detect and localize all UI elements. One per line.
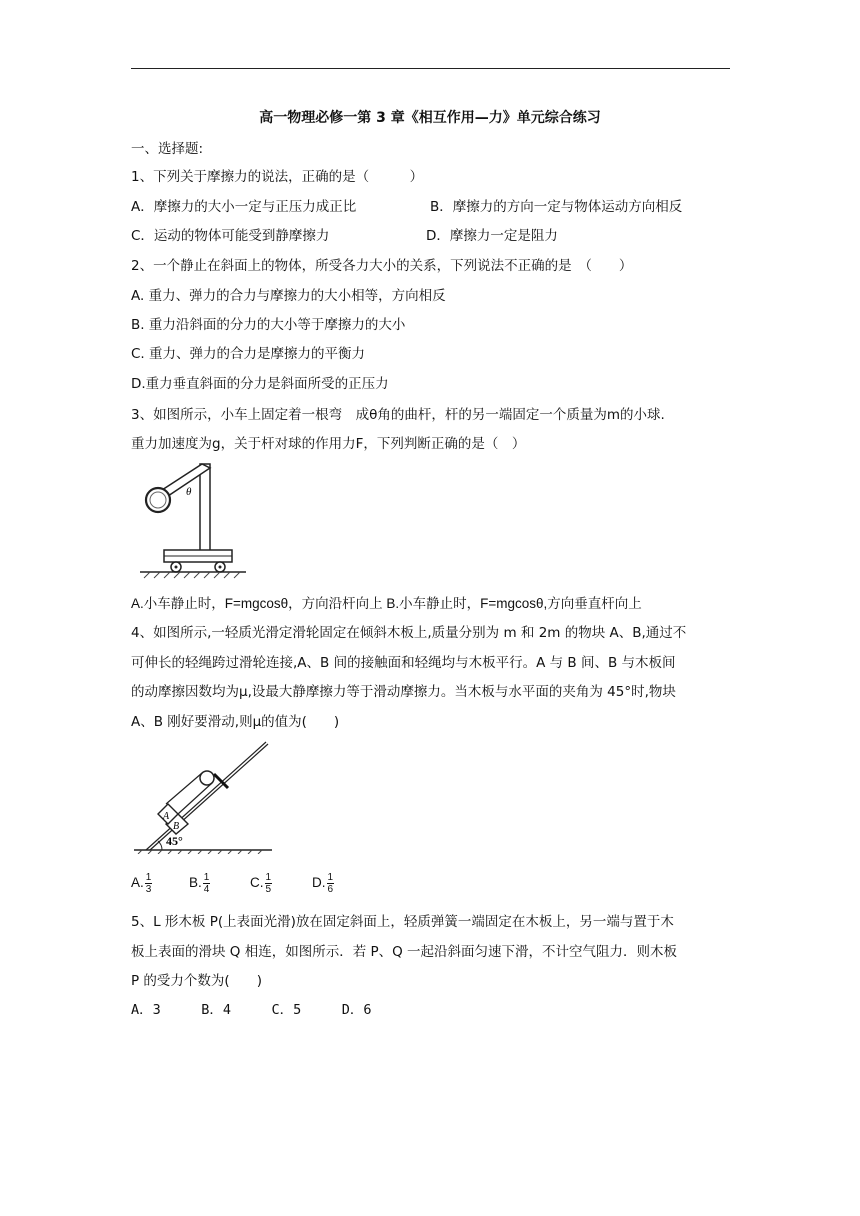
q4-option-b-label: B.	[189, 875, 202, 891]
q2-option-c: C. 重力、弹力的合力是摩擦力的平衡力	[131, 346, 366, 362]
fraction-denominator: 6	[327, 884, 334, 895]
section-heading: 一、选择题:	[131, 141, 204, 157]
q4-stem-line3: 的动摩擦因数均为μ,设最大静摩擦力等于滑动摩擦力。当木板与水平面的夹角为 45°时,物块	[131, 684, 676, 700]
fraction-numerator: 1	[327, 872, 334, 883]
q4-option-a-fraction	[145, 872, 153, 895]
q3-theta-label: θ	[186, 486, 192, 498]
q5-stem-line3: P 的受力个数为( )	[131, 973, 262, 989]
q3-stem-line1: 3、如图所示，小车上固定着一根弯 成θ角的曲杆，杆的另一端固定一个质量为m的小球.	[131, 407, 665, 423]
q4-option-d	[312, 872, 334, 895]
fraction-denominator: 5	[265, 884, 272, 895]
q3-cart-figure	[138, 458, 248, 580]
q1-stem: 1、下列关于摩擦力的说法，正确的是（ ）	[131, 169, 424, 185]
q4-option-a-label: A.	[131, 875, 144, 891]
q4-option-d-label: D.	[312, 875, 326, 891]
q4-angle-label: 45°	[166, 834, 183, 848]
q2-option-a: A. 重力、弹力的合力与摩擦力的大小相等，方向相反	[131, 288, 446, 304]
fraction-numerator: 1	[145, 872, 152, 883]
q1-option-d: D．摩擦力一定是阻力	[426, 228, 558, 244]
page-title: 高一物理必修一第 3 章《相互作用—力》单元综合练习	[259, 110, 601, 126]
q1-option-a: A．摩擦力的大小一定与正压力成正比	[131, 199, 357, 215]
q4-stem-line4: A、B 刚好要滑动,则μ的值为( )	[131, 714, 340, 730]
q5-stem-line1: 5、L 形木板 P(上表面光滑)放在固定斜面上，轻质弹簧一端固定在木板上，另一端与置于木	[131, 914, 674, 930]
q4-stem-line2: 可伸长的轻绳跨过滑轮连接,A、B 间的接触面和轻绳均与木板平行。A 与 B 间、B 与木板间	[131, 655, 676, 671]
q1-option-b: B．摩擦力的方向一定与物体运动方向相反	[430, 199, 683, 215]
q4-block-a-label: A	[163, 811, 170, 822]
q4-option-c-label: C.	[250, 875, 264, 891]
q4-option-b-fraction	[203, 872, 211, 895]
fraction-numerator: 1	[265, 872, 272, 883]
q5-options: A．3 B．4 C．5 D．6	[131, 1002, 372, 1018]
q4-option-c	[250, 872, 272, 895]
q3-stem-line2: 重力加速度为g，关于杆对球的作用力F，下列判断正确的是（ ）	[131, 436, 526, 452]
q2-option-b: B. 重力沿斜面的分力的大小等于摩擦力的大小	[131, 317, 406, 333]
q1-option-c: C．运动的物体可能受到静摩擦力	[131, 228, 330, 244]
q4-incline-figure	[132, 738, 274, 854]
q5-stem-line2: 板上表面的滑块 Q 相连，如图所示．若 P、Q 一起沿斜面匀速下滑，不计空气阻力．则木板	[131, 944, 678, 960]
q4-option-a	[131, 872, 152, 895]
fraction-denominator: 3	[145, 884, 152, 895]
q3-options: A.小车静止时，F=mgcosθ，方向沿杆向上 B.小车静止时，F=mgcosθ,方向垂直杆向上	[131, 596, 642, 611]
q4-block-b-label: B	[173, 821, 180, 832]
fraction-denominator: 4	[203, 884, 210, 895]
q4-stem-line1: 4、如图所示,一轻质光滑定滑轮固定在倾斜木板上,质量分别为 m 和 2m 的物块 A、B,通过不	[131, 625, 687, 641]
q2-option-d: D.重力垂直斜面的分力是斜面所受的正压力	[131, 376, 389, 392]
fraction-numerator: 1	[203, 872, 210, 883]
q4-option-c-fraction	[265, 872, 273, 895]
header-rule	[131, 68, 730, 69]
q4-option-d-fraction	[327, 872, 335, 895]
q2-stem: 2、一个静止在斜面上的物体，所受各力大小的关系，下列说法不正确的是 （ ）	[131, 258, 633, 274]
q4-option-b	[189, 872, 210, 895]
